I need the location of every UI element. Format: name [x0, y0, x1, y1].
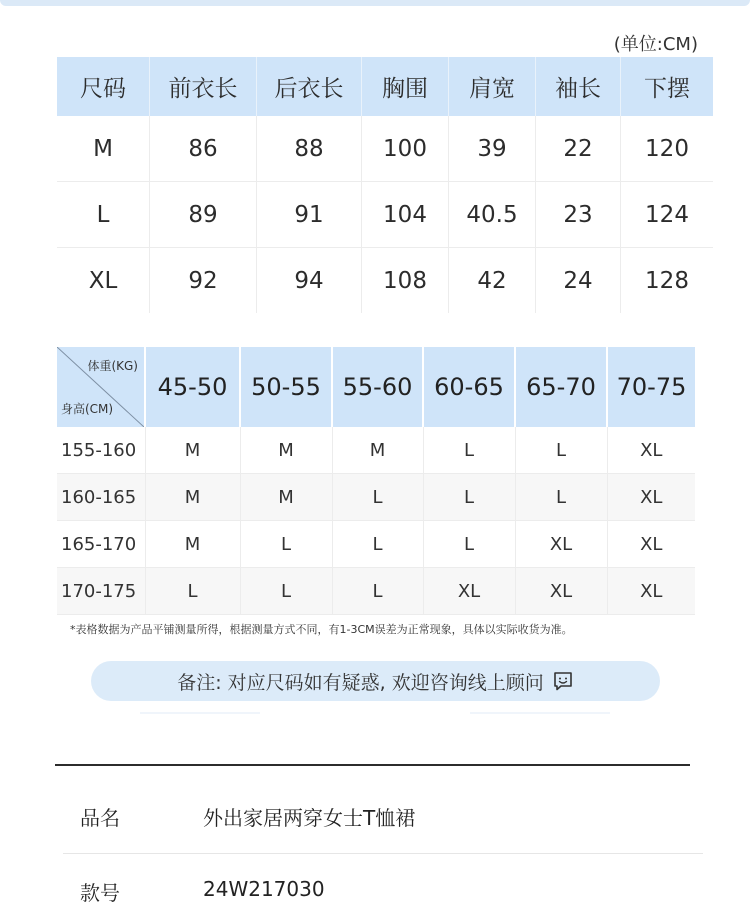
weight-range-header: 60-65: [423, 347, 515, 427]
table-row: [57, 568, 695, 615]
weight-range-header: 70-75: [607, 347, 695, 427]
table-cell: L: [423, 427, 515, 474]
measurement-footnote: *表格数据为产品平铺测量所得，根据测量方式不同，有1-3CM误差为正常现象，具体以实际收货为准。: [70, 623, 573, 636]
table-cell: 24: [536, 248, 621, 314]
table-cell: 23: [536, 182, 621, 248]
table-row: [57, 182, 713, 248]
weight-axis-label: 体重(KG): [87, 359, 138, 373]
table-cell: 88: [257, 116, 362, 182]
table-cell: M: [332, 427, 423, 474]
table-cell: XL: [607, 568, 695, 615]
info-row-divider: [63, 853, 703, 854]
table-row: [57, 248, 713, 314]
hem-col-header: 下摆: [621, 57, 714, 116]
height-axis-label: 身高(CM): [61, 402, 114, 416]
size-cell: M: [57, 116, 150, 182]
table-cell: 92: [150, 248, 257, 314]
table-cell: 100: [362, 116, 449, 182]
weight-range-header: 45-50: [145, 347, 240, 427]
table-cell: 22: [536, 116, 621, 182]
table-cell: 89: [150, 182, 257, 248]
unit-label: (单位:CM): [613, 34, 698, 55]
table-row: [57, 116, 713, 182]
product-name-label: 品名: [80, 806, 120, 830]
table-cell: M: [145, 474, 240, 521]
table-cell: XL: [607, 474, 695, 521]
table-cell: L: [515, 427, 607, 474]
sleeve-col-header: 袖长: [536, 57, 621, 116]
back-length-col-header: 后衣长: [257, 57, 362, 116]
table-cell: 94: [257, 248, 362, 314]
table-cell: 39: [449, 116, 536, 182]
table-cell: L: [332, 474, 423, 521]
decor-line: [470, 712, 610, 714]
table-cell: 91: [257, 182, 362, 248]
table-cell: L: [145, 568, 240, 615]
size-chart-header-row: [57, 57, 713, 116]
corner-header: [57, 347, 145, 427]
table-cell: L: [423, 474, 515, 521]
size-col-header: 尺码: [57, 57, 150, 116]
size-recommendation-table: [57, 347, 695, 615]
height-range-cell: 155-160: [57, 427, 145, 474]
table-cell: XL: [607, 427, 695, 474]
table-cell: L: [332, 568, 423, 615]
table-cell: 40.5: [449, 182, 536, 248]
table-cell: M: [240, 474, 332, 521]
decor-line: [140, 712, 260, 714]
size-cell: XL: [57, 248, 150, 314]
table-cell: 124: [621, 182, 714, 248]
table-cell: L: [423, 521, 515, 568]
table-cell: M: [145, 521, 240, 568]
section-divider: [55, 764, 690, 766]
weight-range-header: 65-70: [515, 347, 607, 427]
table-cell: L: [515, 474, 607, 521]
top-decor-band: [0, 0, 750, 6]
table-cell: M: [240, 427, 332, 474]
size-chart-table: [57, 57, 713, 313]
shoulder-col-header: 肩宽: [449, 57, 536, 116]
table-cell: 108: [362, 248, 449, 314]
table-cell: 120: [621, 116, 714, 182]
consult-note-pill[interactable]: [91, 661, 660, 701]
front-length-col-header: 前衣长: [150, 57, 257, 116]
chest-col-header: 胸围: [362, 57, 449, 116]
table-row: [57, 474, 695, 521]
height-range-cell: 170-175: [57, 568, 145, 615]
table-cell: XL: [607, 521, 695, 568]
table-cell: 42: [449, 248, 536, 314]
size-cell: L: [57, 182, 150, 248]
table-cell: 104: [362, 182, 449, 248]
table-cell: XL: [515, 568, 607, 615]
style-number-label: 款号: [80, 881, 120, 905]
weight-range-header: 50-55: [240, 347, 332, 427]
product-name-value: 外出家居两穿女士T恤裙: [203, 806, 416, 830]
table-cell: 128: [645, 267, 689, 294]
chat-smile-icon: [552, 670, 574, 692]
weight-range-header: 55-60: [332, 347, 423, 427]
consult-note-text: 备注: 对应尺码如有疑惑, 欢迎咨询线上顾问: [177, 671, 544, 694]
table-cell: L: [240, 568, 332, 615]
style-number-value: 24W217030: [203, 877, 325, 901]
table-cell: 86: [150, 116, 257, 182]
table-row: [57, 427, 695, 474]
height-range-cell: 165-170: [57, 521, 145, 568]
weight-header-row: [57, 347, 695, 427]
table-cell: L: [240, 521, 332, 568]
table-cell: XL: [423, 568, 515, 615]
table-cell: L: [332, 521, 423, 568]
table-row: [57, 521, 695, 568]
table-cell: XL: [515, 521, 607, 568]
table-cell: M: [145, 427, 240, 474]
height-range-cell: 160-165: [57, 474, 145, 521]
